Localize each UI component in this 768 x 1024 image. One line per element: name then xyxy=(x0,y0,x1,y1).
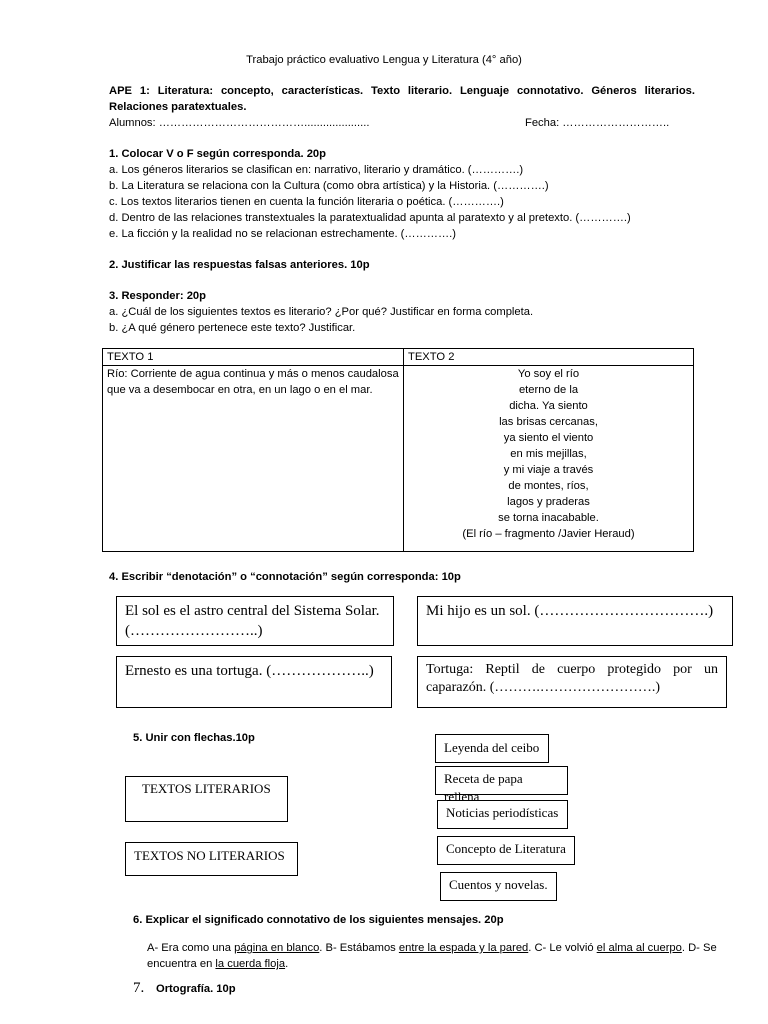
q1-item-b: b. La Literatura se relaciona con la Cultura (como obra artística) y la Historia. (………….) xyxy=(109,180,549,192)
q4-box-3-text: Ernesto es una tortuga. (………………..) xyxy=(125,663,374,679)
poem-line: ya siento el viento xyxy=(503,432,594,444)
poem-line: lagos y praderas xyxy=(507,496,590,508)
q6-sentences xyxy=(147,940,717,972)
q6-b-phrase: entre la espada y la pared xyxy=(398,942,529,954)
noticias-box[interactable] xyxy=(437,800,568,829)
texto-1-header: TEXTO 1 xyxy=(103,349,404,366)
receta-papa-box[interactable] xyxy=(435,766,568,804)
q4-title: 4. Escribir “denotación” o “connotación” según corresponda: 10p xyxy=(109,571,461,583)
page-title: Trabajo práctico evaluativo Lengua y Literatura (4° año) xyxy=(246,54,522,66)
poem-source: (El río – fragmento /Javier Heraud) xyxy=(462,528,635,540)
q6-d-phrase: la cuerda floja xyxy=(215,958,286,970)
poem-line: y mi viaje a través xyxy=(503,464,594,476)
q3-item-b: b. ¿A qué género pertenece este texto? Justificar. xyxy=(109,322,356,334)
q6-a-prefix: A- Era como una xyxy=(147,942,235,954)
textos-literarios-box[interactable] xyxy=(125,776,288,822)
q6-b-prefix: . B- Estábamos xyxy=(319,942,399,954)
alumnos-field: Alumnos: …………………………………..................... xyxy=(109,117,370,129)
poem-line: se torna inacabable. xyxy=(498,512,599,524)
concepto-literatura-label: Concepto de Literatura xyxy=(446,841,566,856)
q1-item-e: e. La ficción y la realidad no se relacionan estrechamente. (………….) xyxy=(109,228,456,240)
q6-end: . xyxy=(285,958,289,970)
leyenda-ceibo-label: Leyenda del ceibo xyxy=(444,740,540,755)
q1-item-a: a. Los géneros literarios se clasifican en: narrativo, literario y dramático. (………….) xyxy=(109,164,524,176)
poem-line: en mis mejillas, xyxy=(510,448,587,460)
q6-title: 6. Explicar el significado connotativo de los siguientes mensajes. 20p xyxy=(133,914,504,926)
ape-heading: APE 1: Literatura: concepto, características. Texto literario. Lenguaje connotativo. Géneros literarios. Relaciones paratextuales. xyxy=(109,85,695,113)
q4-box-1-text: El sol es el astro central del Sistema Solar. (……………………..) xyxy=(125,603,380,639)
poem-line: eterno de la xyxy=(518,384,579,396)
q2-title: 2. Justificar las respuestas falsas anteriores. 10p xyxy=(109,259,370,271)
concepto-literatura-box[interactable] xyxy=(437,836,575,865)
q5-title: 5. Unir con flechas.10p xyxy=(133,732,255,744)
texto-2-header: TEXTO 2 xyxy=(404,349,694,366)
receta-papa-label: Receta de papa rellena xyxy=(444,771,523,804)
poem-line: dicha. Ya siento xyxy=(509,400,588,412)
q3-title: 3. Responder: 20p xyxy=(109,290,206,302)
q4-box-2 xyxy=(417,596,733,646)
q4-box-4-text: Tortuga: Reptil de cuerpo protegido por un caparazón. (……….…………………….) xyxy=(426,662,718,695)
q4-box-2-text: Mi hijo es un sol. (…………………………….) xyxy=(426,603,714,619)
q6-c-phrase: el alma al cuerpo xyxy=(596,942,682,954)
cuentos-label: Cuentos y novelas. xyxy=(449,877,548,892)
q1-item-c: c. Los textos literarios tienen en cuenta la función literaria o poética. (………….) xyxy=(109,196,504,208)
texts-table xyxy=(102,348,694,552)
noticias-label: Noticias periodísticas xyxy=(446,805,559,820)
q6-d-prefix: . D- Se encuentra en xyxy=(147,942,717,970)
poem-line: Yo soy el río xyxy=(517,368,580,380)
textos-literarios-label: TEXTOS LITERARIOS xyxy=(142,781,271,796)
poem-line: de montes, ríos, xyxy=(508,480,589,492)
q4-box-4 xyxy=(417,656,727,708)
poem-line: las brisas cercanas, xyxy=(499,416,598,428)
q4-box-1 xyxy=(116,596,394,646)
textos-no-literarios-box[interactable] xyxy=(125,842,298,876)
q6-c-prefix: . C- Le volvió xyxy=(528,942,597,954)
texto-1-body xyxy=(103,366,404,552)
texto-2-body xyxy=(404,366,694,552)
q4-box-3 xyxy=(116,656,392,708)
fecha-field: Fecha: ……………………….. xyxy=(525,117,670,129)
q6-a-phrase: página en blanco xyxy=(234,942,320,954)
textos-no-literarios-label: TEXTOS NO LITERARIOS xyxy=(134,848,285,863)
q7-number: 7. xyxy=(133,980,145,996)
texto-1-text: Río: Corriente de agua continua y más o menos caudalosa que va a desembocar en otra, en un lago o en el mar. xyxy=(107,368,399,396)
q1-title: 1. Colocar V o F según corresponda. 20p xyxy=(109,148,326,160)
q1-item-d: d. Dentro de las relaciones transtextuales la paratextualidad apunta al paratexto y al pretexto. (………….) xyxy=(109,212,631,224)
cuentos-box[interactable] xyxy=(440,872,557,901)
leyenda-ceibo-box[interactable] xyxy=(435,734,549,763)
q7-title: Ortografía. 10p xyxy=(156,983,236,995)
q3-item-a: a. ¿Cuál de los siguientes textos es literario? ¿Por qué? Justificar en forma completa. xyxy=(109,306,534,318)
